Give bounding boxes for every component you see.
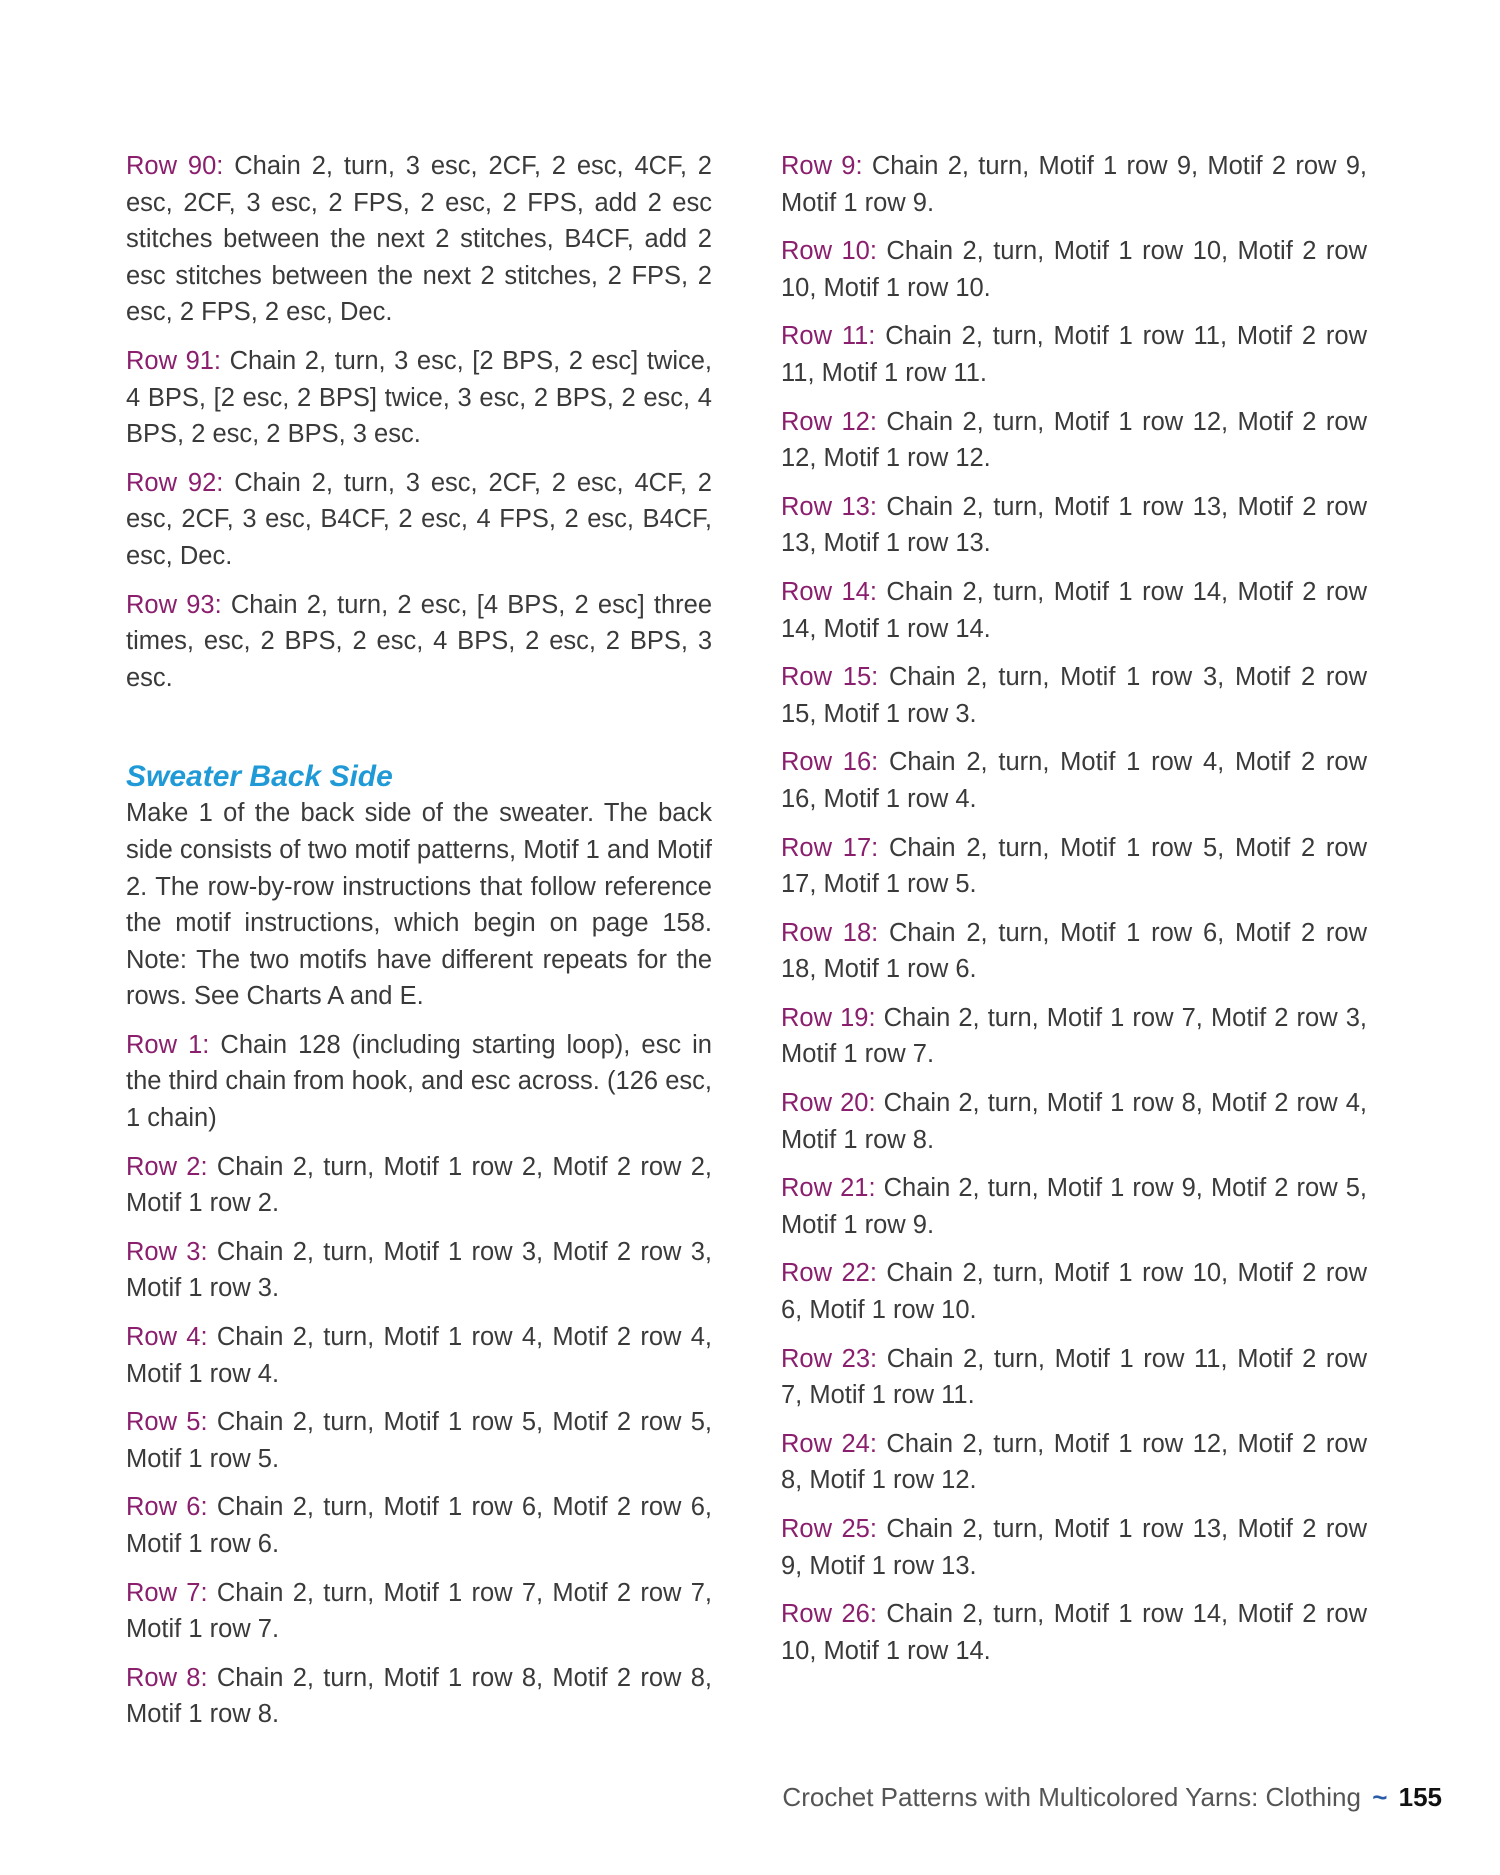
left-column [126,148,712,1745]
row-text: Chain 2, turn, Motif 1 row 8, Motif 2 row 8, Motif 1 row 8. [126,1663,712,1729]
row-label: Row 10: [781,237,877,266]
instruction-row [781,1255,1367,1328]
row-text: Chain 128 (including starting loop), esc in the third chain from hook, and esc across. (126 esc, 1 chain) [126,1030,712,1133]
row-text: Chain 2, turn, Motif 1 row 5, Motif 2 row 17, Motif 1 row 5. [781,833,1367,899]
row-label: Row 5: [126,1408,208,1437]
row-label: Row 93: [126,590,222,619]
row-text: Chain 2, turn, Motif 1 row 2, Motif 2 row 2, Motif 1 row 2. [126,1152,712,1218]
row-text: Chain 2, turn, Motif 1 row 14, Motif 2 row 10, Motif 1 row 14. [781,1600,1368,1665]
instruction-row [781,404,1367,477]
row-text: Chain 2, turn, Motif 1 row 14, Motif 2 row 14, Motif 1 row 14. [781,577,1368,643]
row-label: Row 24: [781,1429,877,1458]
row-text: Chain 2, turn, Motif 1 row 3, Motif 2 row 15, Motif 1 row 3. [781,663,1367,728]
running-title: Crochet Patterns with Multicolored Yarns: Clothing [782,1782,1361,1812]
right-rows [781,148,1367,1669]
row-text: Chain 2, turn, Motif 1 row 11, Motif 2 row 11, Motif 1 row 11. [781,322,1367,387]
row-label: Row 92: [126,468,224,497]
instruction-row [126,465,712,575]
row-label: Row 3: [126,1237,208,1266]
row-text: Chain 2, turn, Motif 1 row 7, Motif 2 row 3, Motif 1 row 7. [781,1003,1367,1069]
instruction-row [781,1426,1367,1499]
row-label: Row 14: [781,577,877,606]
instruction-row [126,1404,712,1477]
row-label: Row 25: [781,1515,877,1543]
row-text: Chain 2, turn, Motif 1 row 6, Motif 2 row 18, Motif 1 row 6. [781,918,1367,984]
row-text: Chain 2, turn, Motif 1 row 8, Motif 2 row 4, Motif 1 row 8. [781,1089,1367,1154]
row-text: Chain 2, turn, Motif 1 row 6, Motif 2 row 6, Motif 1 row 6. [126,1493,712,1558]
row-text: Chain 2, turn, Motif 1 row 4, Motif 2 row 4, Motif 1 row 4. [126,1323,712,1388]
row-text: Chain 2, turn, 3 esc, [2 BPS, 2 esc] twice, 4 BPS, [2 esc, 2 BPS] twice, 3 esc, 2 BPS, 2 esc, 4 BPS, 2 esc, 2 BPS, 3 esc. [126,346,712,449]
instruction-row [781,1085,1367,1158]
row-label: Row 4: [126,1323,208,1352]
instruction-row [126,1575,712,1648]
instruction-row [126,1319,712,1392]
row-text: Chain 2, turn, Motif 1 row 12, Motif 2 row 8, Motif 1 row 12. [781,1429,1368,1495]
instruction-row [126,148,712,331]
row-text: Chain 2, turn, 2 esc, [4 BPS, 2 esc] three times, esc, 2 BPS, 2 esc, 4 BPS, 2 esc, 2 BPS, 3 esc. [126,590,712,692]
instruction-row [781,1596,1367,1669]
instruction-row [126,343,712,453]
row-label: Row 2: [126,1152,208,1181]
instruction-row [126,1027,712,1137]
row-text: Chain 2, turn, Motif 1 row 10, Motif 2 row 6, Motif 1 row 10. [781,1259,1368,1325]
footer-separator: ~ [1372,1782,1388,1812]
row-label: Row 15: [781,663,879,692]
row-label: Row 17: [781,833,879,862]
instruction-row [126,1149,712,1222]
row-label: Row 16: [781,748,879,777]
instruction-row [781,744,1367,817]
row-text: Chain 2, turn, Motif 1 row 9, Motif 2 row 5, Motif 1 row 9. [781,1174,1367,1239]
instruction-row [781,489,1367,562]
row-text: Chain 2, turn, Motif 1 row 5, Motif 2 row 5, Motif 1 row 5. [126,1408,712,1473]
row-label: Row 23: [781,1344,878,1373]
row-label: Row 20: [781,1089,876,1118]
page-footer [782,1780,1442,1814]
row-label: Row 19: [781,1003,876,1032]
row-text: Chain 2, turn, Motif 1 row 13, Motif 2 row 9, Motif 1 row 13. [781,1515,1368,1580]
row-text: Chain 2, turn, Motif 1 row 4, Motif 2 row 16, Motif 1 row 4. [781,748,1367,813]
instruction-row [781,574,1367,647]
right-column [781,148,1367,1681]
instruction-row [781,318,1367,391]
instruction-row [781,1170,1367,1243]
left-rows-bottom [126,1027,712,1733]
row-label: Row 18: [781,918,879,947]
row-text: Chain 2, turn, Motif 1 row 9, Motif 2 row 9, Motif 1 row 9. [781,152,1367,217]
instruction-row [781,1341,1367,1414]
row-label: Row 13: [781,492,877,521]
section-intro: Make 1 of the back side of the sweater. The back side consists of two motif patterns, Motif 1 and Motif 2. The row-by-row instructions that follow reference the motif instructions, which begin on page 158. Note: The two motifs have different repeats for the rows. See Charts A and E. [126,799,712,1011]
row-label: Row 21: [781,1174,876,1203]
row-text: Chain 2, turn, Motif 1 row 13, Motif 2 row 13, Motif 1 row 13. [781,492,1368,558]
instruction-row [126,587,712,697]
row-text: Chain 2, turn, Motif 1 row 11, Motif 2 row 7, Motif 1 row 11. [781,1344,1367,1410]
row-label: Row 11: [781,322,876,351]
row-label: Row 90: [126,152,224,180]
row-label: Row 6: [126,1493,208,1522]
row-text: Chain 2, turn, 3 esc, 2CF, 2 esc, 4CF, 2 esc, 2CF, 3 esc, B4CF, 2 esc, 4 FPS, 2 esc, B4CF, esc, Dec. [126,468,712,570]
row-label: Row 91: [126,346,222,375]
instruction-row [781,659,1367,732]
instruction-row [781,1511,1367,1584]
left-rows-top [126,148,712,696]
row-text: Chain 2, turn, Motif 1 row 10, Motif 2 row 10, Motif 1 row 10. [781,237,1368,302]
instruction-row [781,233,1367,306]
instruction-row [781,915,1367,988]
row-label: Row 26: [781,1600,877,1629]
page-number: 155 [1398,1782,1442,1812]
row-text: Chain 2, turn, Motif 1 row 3, Motif 2 row 3, Motif 1 row 3. [126,1237,712,1303]
row-text: Chain 2, turn, Motif 1 row 7, Motif 2 row 7, Motif 1 row 7. [126,1578,712,1644]
instruction-row [126,1660,712,1733]
instruction-row [126,1234,712,1307]
instruction-row [126,1489,712,1562]
row-label: Row 7: [126,1578,208,1607]
row-label: Row 8: [126,1663,208,1692]
instruction-row [781,830,1367,903]
row-label: Row 1: [126,1030,210,1059]
instruction-row [781,1000,1367,1073]
row-text: Chain 2, turn, 3 esc, 2CF, 2 esc, 4CF, 2 esc, 2CF, 3 esc, 2 FPS, 2 esc, 2 FPS, add 2 esc stitches between the next 2 stitches, B4CF, add 2 esc stitches between the next 2 stitches, 2 FPS, 2 esc, 2 FPS, 2 esc, Dec. [126,152,712,327]
row-text: Chain 2, turn, Motif 1 row 12, Motif 2 row 12, Motif 1 row 12. [781,407,1368,473]
row-label: Row 9: [781,152,863,180]
row-label: Row 22: [781,1259,877,1288]
section-heading: Sweater Back Side [126,760,393,794]
instruction-row [781,148,1367,221]
row-label: Row 12: [781,407,877,436]
